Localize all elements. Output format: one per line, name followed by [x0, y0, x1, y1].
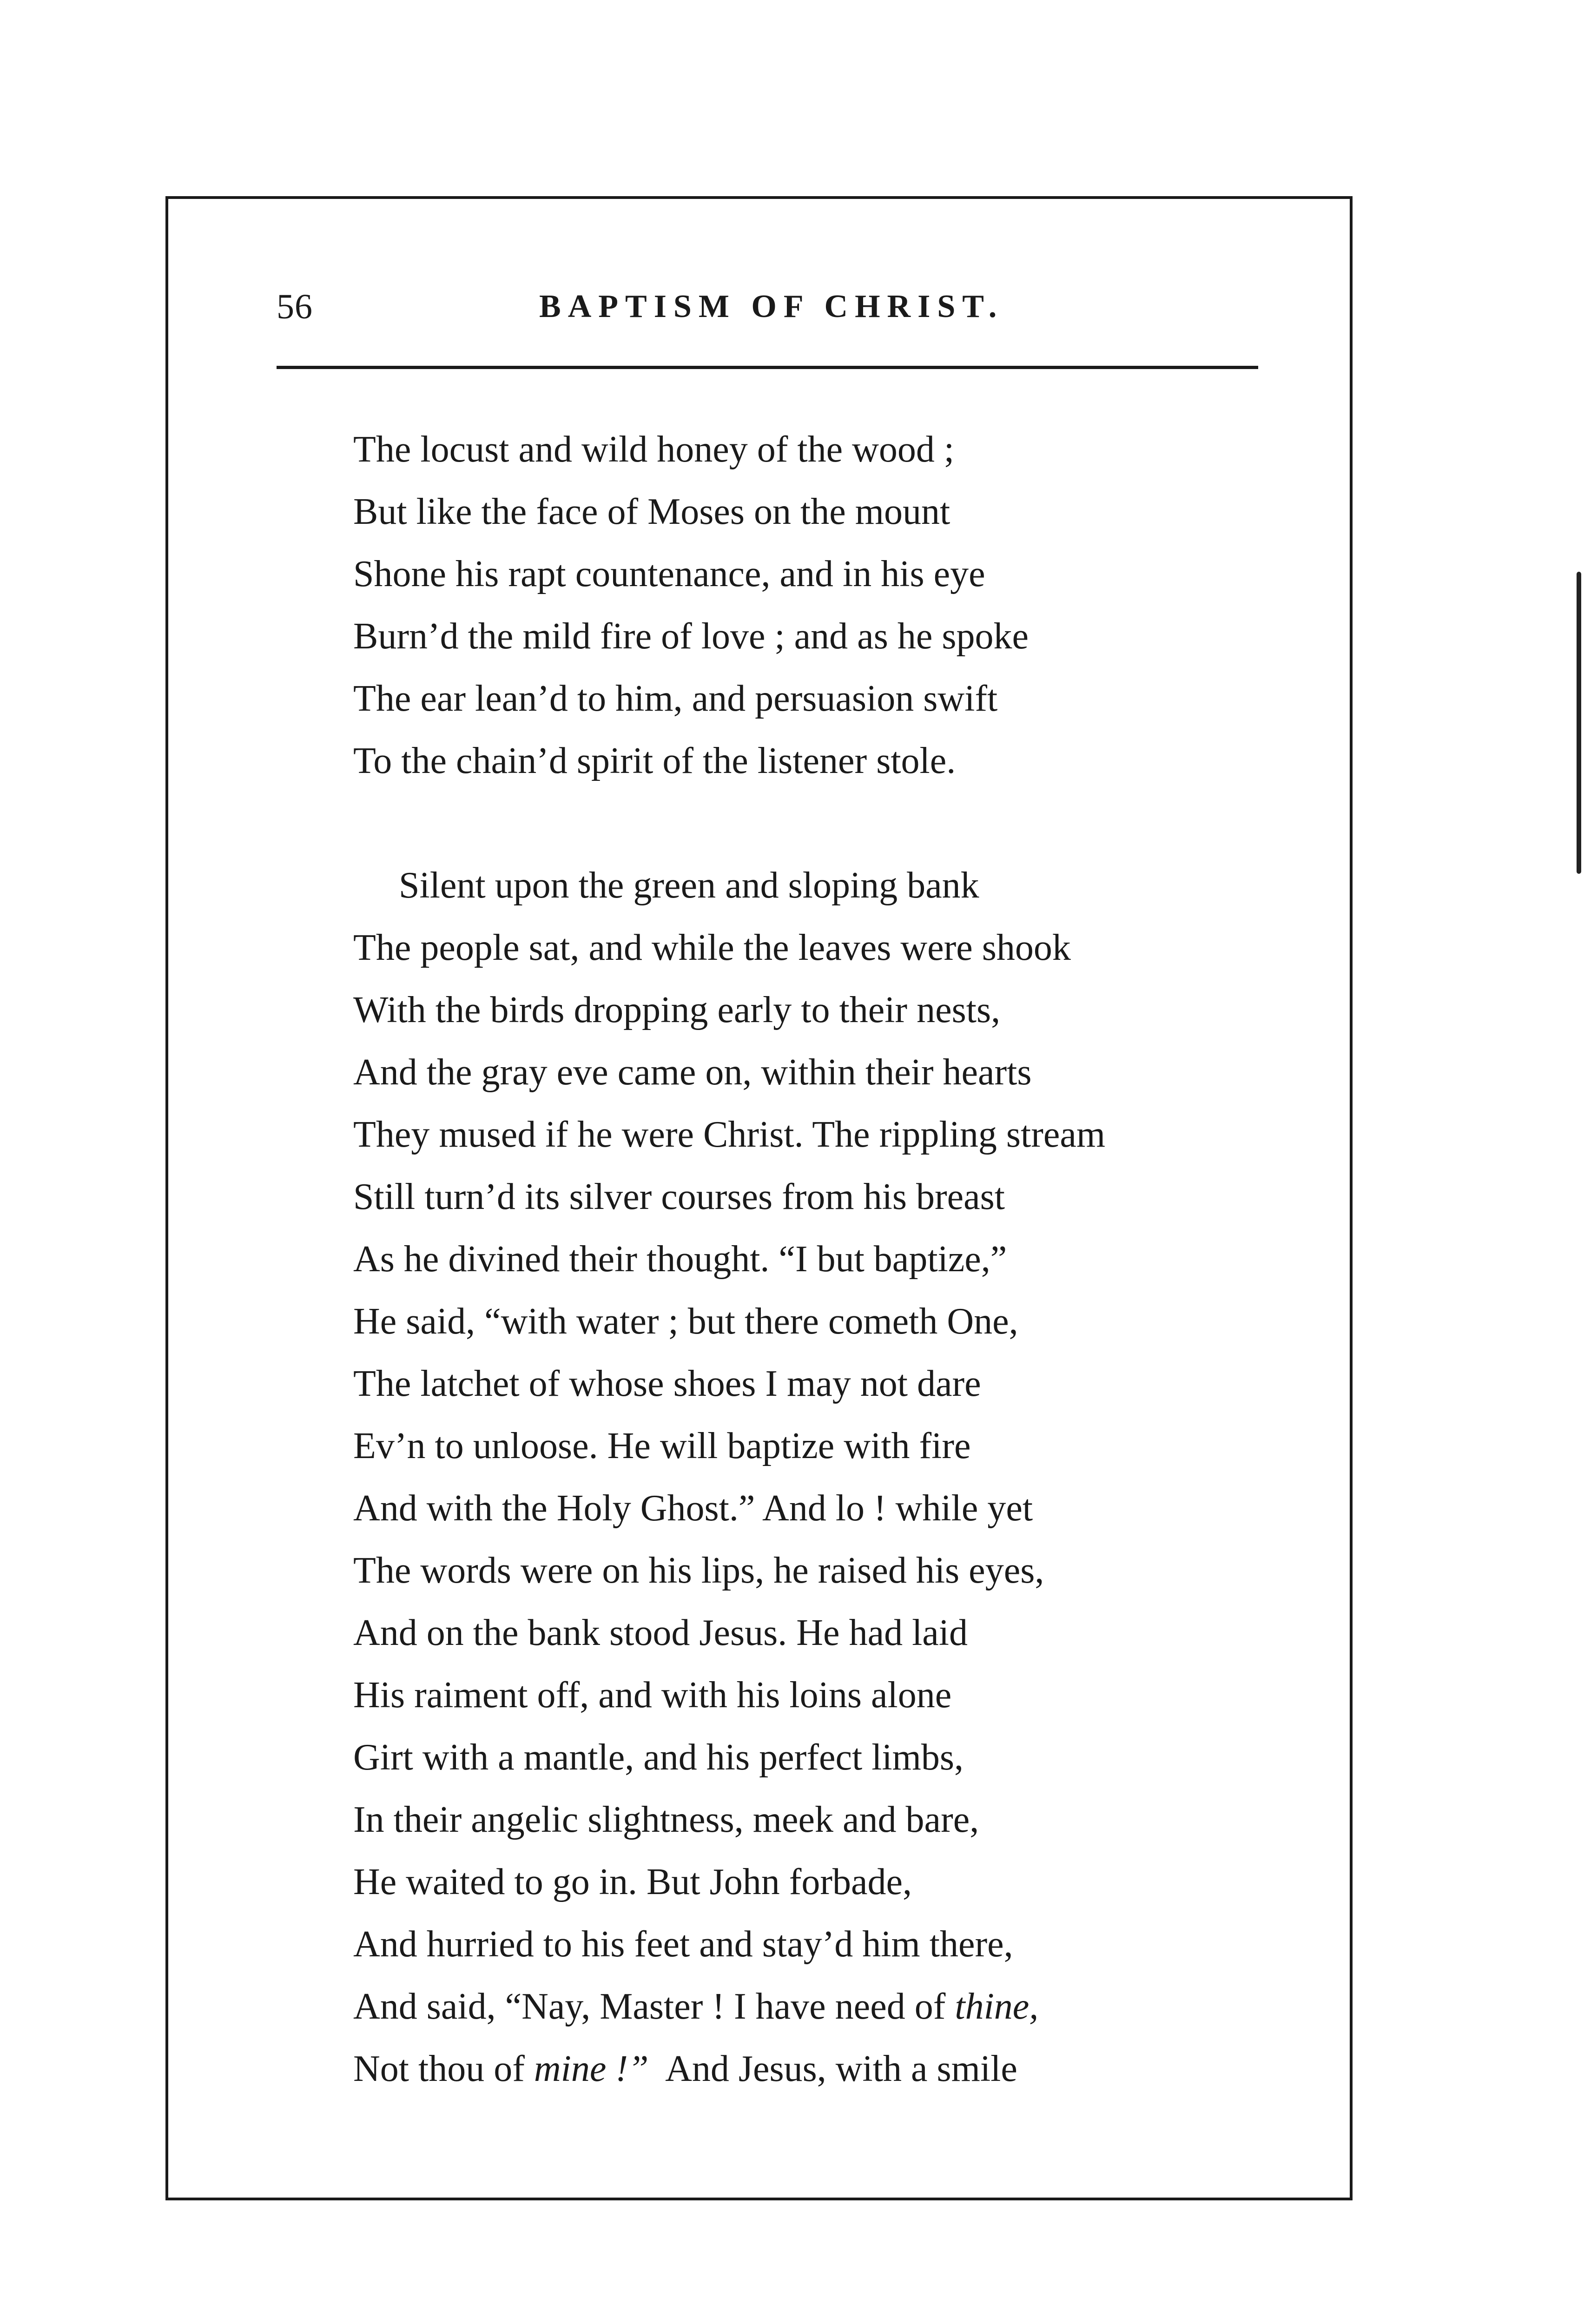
- verse-line: And the gray eve came on, within their hearts: [353, 1052, 1032, 1093]
- verse-line: And hurried to his feet and stay’d him there,: [353, 1924, 1013, 1965]
- stanza-break: [353, 792, 1306, 854]
- verse-line: Still turn’d its silver courses from his breast: [353, 1176, 1005, 1217]
- verse-line: The words were on his lips, he raised his eyes,: [353, 1550, 1044, 1591]
- verse-line: Girt with a mantle, and his perfect limbs,: [353, 1737, 964, 1778]
- verse-line: The ear lean’d to him, and persuasion swift: [353, 678, 998, 719]
- verse-line: He said, “with water ; but there cometh One,: [353, 1301, 1018, 1342]
- verse-line: Burn’d the mild fire of love ; and as he spoke: [353, 616, 1029, 657]
- header-rule: [277, 366, 1258, 369]
- verse-line: His raiment off, and with his loins alone: [353, 1675, 952, 1716]
- verse-line: They mused if he were Christ. The rippling stream: [353, 1114, 1106, 1155]
- verse-line: Ev’n to unloose. He will baptize with fire: [353, 1426, 971, 1466]
- verse-line: To the chain’d spirit of the listener stole.: [353, 740, 956, 781]
- verse-line: The latchet of whose shoes I may not dare: [353, 1363, 981, 1404]
- verse-text: Not thou of: [353, 2048, 534, 2089]
- verse-line: In their angelic slightness, meek and bare,: [353, 1799, 979, 1840]
- italic-word-mine: mine !”: [534, 2048, 649, 2089]
- page-number: 56: [277, 287, 313, 326]
- italic-word-thine: thine,: [955, 1986, 1039, 2027]
- verse-text: And Jesus, with a smile: [648, 2048, 1017, 2089]
- running-head: [277, 279, 1257, 335]
- verse-line: With the birds dropping early to their nests,: [353, 990, 1001, 1030]
- verse-line: The people sat, and while the leaves were shook: [353, 927, 1071, 968]
- binding-edge-shadow: [1577, 572, 1581, 874]
- verse-line: But like the face of Moses on the mount: [353, 491, 950, 532]
- verse-text: And said, “Nay, Master ! I have need of: [353, 1986, 955, 2027]
- verse-line: And on the bank stood Jesus. He had laid: [353, 1612, 968, 1653]
- verse-line: And with the Holy Ghost.” And lo ! while yet: [353, 1488, 1033, 1529]
- running-title: BAPTISM OF CHRIST.: [539, 289, 1004, 324]
- verse-line: [353, 2038, 1306, 2100]
- verse-line: He waited to go in. But John forbade,: [353, 1862, 912, 1902]
- verse-line: As he divined their thought. “I but baptize,”: [353, 1239, 1007, 1280]
- verse-line-indented: Silent upon the green and sloping bank: [399, 865, 979, 906]
- verse-line: Shone his rapt countenance, and in his eye: [353, 554, 985, 594]
- poem-text: [353, 418, 1306, 2100]
- verse-line: [353, 1975, 1306, 2038]
- verse-line: The locust and wild honey of the wood ;: [353, 429, 955, 470]
